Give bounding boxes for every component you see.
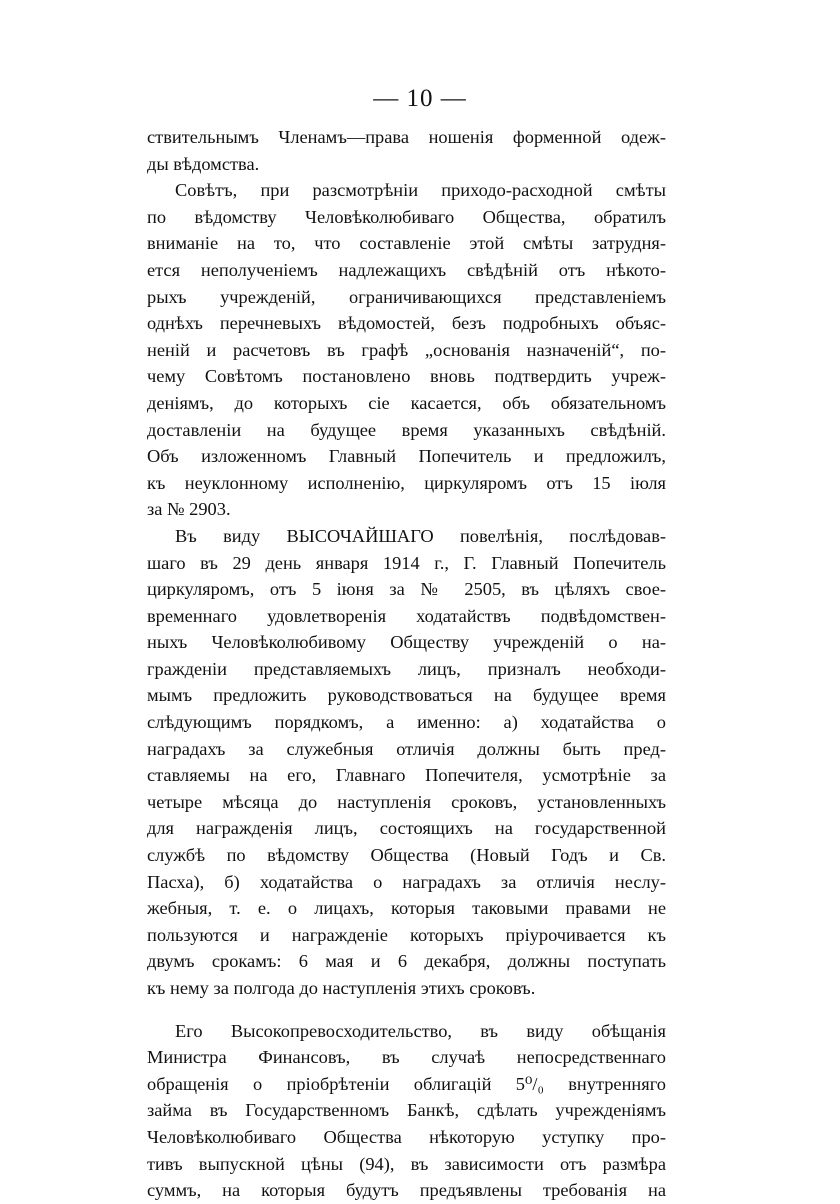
text-line: за № 2903. <box>147 499 231 520</box>
text-line: наградахъ за служебныя отличія должны быть пред- <box>147 738 666 759</box>
paragraph-3 <box>147 523 666 1002</box>
text-line: доставленіи на будущее время указанныхъ свѣдѣній. <box>147 419 666 440</box>
text-line: ставляемы на его, Главнаго Попечителя, усмотрѣніе за <box>147 765 666 786</box>
text-line: слѣдующимъ порядкомъ, а именно: а) ходатайства о <box>147 712 666 733</box>
text-line: однѣхъ перечневыхъ вѣдомостей, безъ подробныхъ объяс- <box>147 313 666 334</box>
page-number: — 10 — <box>373 85 467 112</box>
text-line: гражденіи представляемыхъ лицъ, призналъ необходи- <box>147 658 666 679</box>
text-line: для награжденія лицъ, состоящихъ на государственной <box>147 818 666 839</box>
text-line: обращенія о пріобрѣтеніи облигацій 5⁰/₀ внутренняго <box>147 1073 666 1094</box>
text-line: Объ изложенномъ Главный Попечитель и предложилъ, <box>147 446 666 467</box>
text-line: Совѣтъ, при разсмотрѣніи приходо-расходной смѣты <box>175 180 666 201</box>
text-line: ется неполученіемъ надлежащихъ свѣдѣній отъ нѣкото- <box>147 259 666 280</box>
text-line: двумъ срокамъ: 6 мая и 6 декабря, должны поступать <box>147 951 666 972</box>
text-line: ды вѣдомства. <box>147 153 260 174</box>
text-line: мымъ предложить руководствоваться на будущее время <box>147 685 666 706</box>
text-line: временнаго удовлетворенія ходатайствъ подвѣдомствен- <box>147 605 666 626</box>
text-line: шаго въ 29 день января 1914 г., Г. Главный Попечитель <box>147 552 666 573</box>
text-line: къ неуклонному исполненію, циркуляромъ отъ 15 іюля <box>147 472 666 493</box>
paragraph-gap <box>147 1002 666 1018</box>
text-line: службѣ по вѣдомству Общества (Новый Годъ и Св. <box>147 845 666 866</box>
text-line: суммъ, на которыя будутъ предъявлены требованія на <box>147 1180 666 1201</box>
text-line: ствительнымъ Членамъ—права ношенія форменной одеж- <box>147 127 666 147</box>
text-line: деніямъ, до которыхъ сіе касается, объ обязательномъ <box>147 392 666 413</box>
paragraph-4 <box>147 1018 666 1204</box>
body-text <box>147 124 666 1204</box>
text-line: рыхъ учрежденій, ограничивающихся представленіемъ <box>147 286 666 307</box>
text-line: Его Высокопревосходительство, въ виду обѣщанія <box>175 1020 666 1041</box>
text-line: неній и расчетовъ въ графѣ „основанія назначеній“, по- <box>147 339 666 360</box>
text-line: Въ виду ВЫСОЧАЙШАГО повелѣнія, послѣдовав- <box>175 525 666 546</box>
text-line: Министра Финансовъ, въ случаѣ непосредственнаго <box>147 1047 666 1068</box>
paragraph-1 <box>147 124 666 177</box>
text-line: Пасха), б) ходатайства о наградахъ за отличія неслу- <box>147 871 666 892</box>
text-line: вниманіе на то, что составленіе этой смѣты затрудня- <box>147 233 666 254</box>
paragraph-2 <box>147 177 666 523</box>
text-line: жебныя, т. е. о лицахъ, которыя таковыми правами не <box>147 898 666 919</box>
text-line: четыре мѣсяца до наступленія сроковъ, установленныхъ <box>147 791 666 812</box>
text-line: тивъ выпускной цѣны (94), въ зависимости отъ размѣра <box>147 1153 666 1174</box>
text-line: къ нему за полгода до наступленія этихъ сроковъ. <box>147 978 536 998</box>
text-line: чему Совѣтомъ постановлено вновь подтвердить учреж- <box>147 366 666 387</box>
text-line: пользуются и награжденіе которыхъ пріурочивается къ <box>147 924 666 945</box>
text-line: Человѣколюбиваго Общества нѣкоторую уступку про- <box>147 1126 666 1147</box>
text-line: ныхъ Человѣколюбивому Обществу учрежденій о на- <box>147 632 666 653</box>
text-line: по вѣдомству Человѣколюбиваго Общества, обратилъ <box>147 206 666 227</box>
text-line: циркуляромъ, отъ 5 іюня за № 2505, въ цѣляхъ свое- <box>147 579 666 600</box>
text-line: займа въ Государственномъ Банкѣ, сдѣлать учрежденіямъ <box>147 1100 666 1121</box>
